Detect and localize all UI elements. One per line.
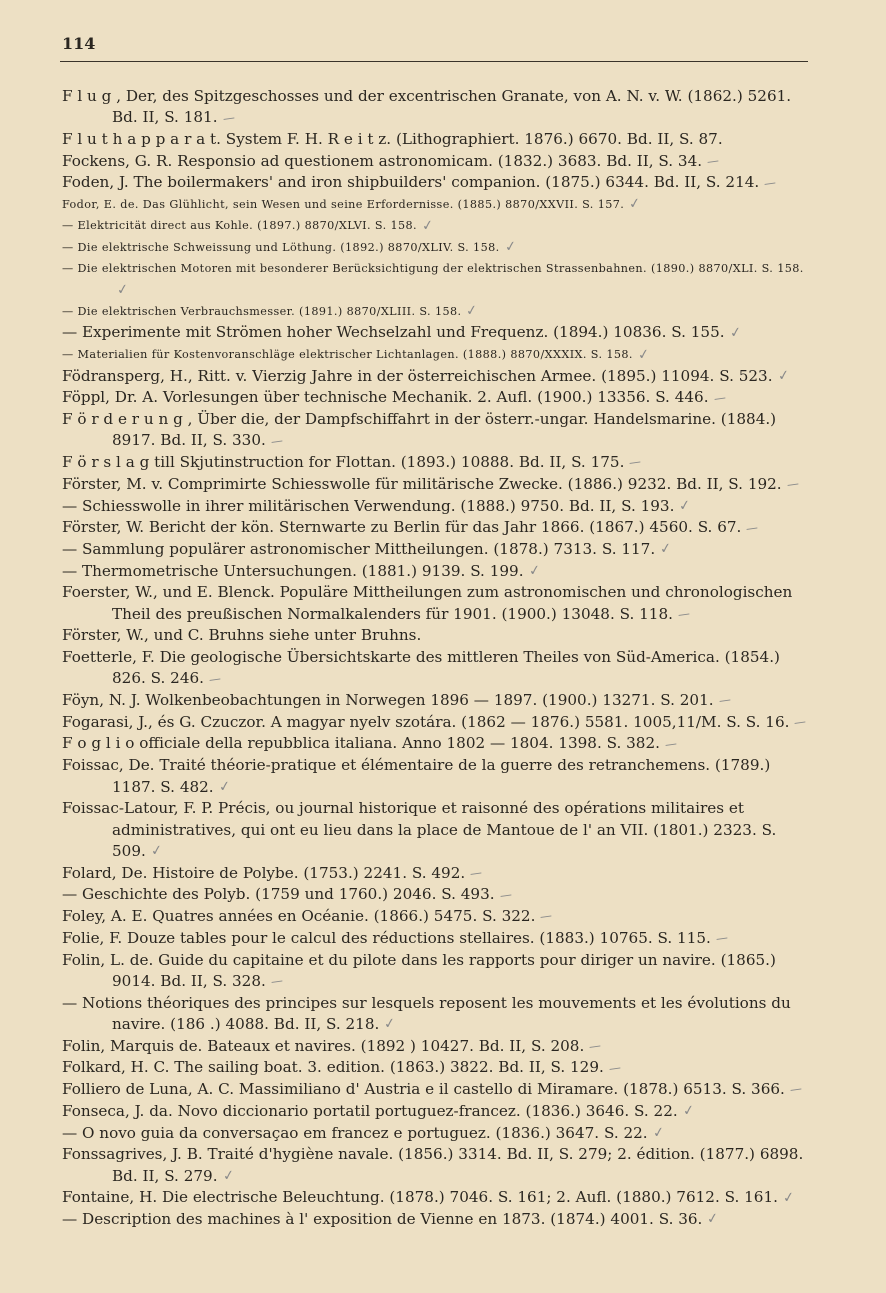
- checkmark-icon: ✓: [217, 778, 232, 796]
- checkmark-icon: ✓: [781, 1188, 796, 1207]
- catalog-entry: [62, 1079, 807, 1101]
- catalog-entry: [62, 1057, 807, 1079]
- entry-text: Föyn, N. J. Wolkenbeobachtungen in Norwegen 1896 — 1897. (1900.) 13271. S. 201.: [62, 690, 714, 709]
- catalog-entry: [62, 712, 807, 734]
- entry-text: Födransperg, H., Ritt. v. Vierzig Jahre in der österreichischen Armee. (1895.) 11094. S. 523.: [62, 366, 773, 385]
- dash-mark-icon: —: [676, 606, 691, 622]
- entry-text: — Sammlung populärer astronomischer Mittheilungen. (1878.) 7313. S. 117.: [62, 539, 656, 558]
- dash-mark-icon: —: [221, 109, 236, 126]
- catalog-entry: [62, 452, 807, 474]
- entry-text: Fonseca, J. da. Novo diccionario portatil portuguez-francez. (1836.) 3646. S. 22.: [62, 1101, 678, 1120]
- checkmark-icon: ✓: [221, 1167, 236, 1185]
- checkmark-icon: ✓: [776, 367, 791, 385]
- catalog-entry: [62, 798, 807, 863]
- dash-mark-icon: —: [793, 714, 808, 730]
- catalog-entry: [62, 582, 807, 625]
- checkmark-icon: ✓: [115, 281, 131, 299]
- checkmark-icon: ✓: [420, 217, 436, 235]
- checkmark-icon: ✓: [678, 497, 693, 515]
- entry-text: Fockens, G. R. Responsio ad questionem astronomicam. (1832.) 3683. Bd. II, S. 34.: [62, 151, 703, 170]
- dash-mark-icon: —: [607, 1059, 622, 1076]
- dash-mark-icon: —: [714, 930, 729, 946]
- entry-text: — Die elektrischen Motoren mit besonderer Berücksichtigung der elektrischen Strassenbahnen. (1890.) 8870/XLI. S. 158.: [62, 262, 804, 276]
- catalog-entry: [62, 1144, 807, 1187]
- catalog-entry: [62, 906, 807, 928]
- catalog-entry: [62, 1101, 807, 1123]
- checkmark-icon: ✓: [706, 1210, 721, 1229]
- checkmark-icon: ✓: [465, 302, 480, 321]
- dash-mark-icon: —: [717, 692, 732, 709]
- dash-mark-icon: —: [539, 908, 554, 925]
- entry-text: Föppl, Dr. A. Vorlesungen über technische Mechanik. 2. Aufl. (1900.) 13356. S. 446.: [62, 388, 709, 407]
- checkmark-icon: ✓: [149, 842, 164, 861]
- catalog-entry: [62, 1209, 807, 1231]
- catalog-entry: [62, 409, 807, 452]
- dash-mark-icon: —: [628, 454, 643, 471]
- entry-text: — Materialien für Kostenvoranschläge elektrischer Lichtanlagen. (1888.) 8870/XXXIX. S. 158.: [62, 348, 633, 362]
- catalog-entry: [62, 539, 807, 561]
- entry-text: Folin, L. de. Guide du capitaine et du pilote dans les rapports pour diriger un navire. (1865.) 9014. Bd. II, S. 328.: [62, 950, 776, 990]
- entry-text: Foetterle, F. Die geologische Übersichtskarte des mittleren Theiles von Süd-America. (1854.) 826. S. 246.: [62, 647, 780, 688]
- entry-text: F o g l i o officiale della repubblica italiana. Anno 1802 — 1804. 1398. S. 382.: [62, 734, 660, 753]
- entry-text: — Description des machines à l' exposition de Vienne en 1873. (1874.) 4001. S. 36.: [62, 1210, 703, 1229]
- entry-text: Fontaine, H. Die electrische Beleuchtung. (1878.) 7046. S. 161; 2. Aufl. (1880.) 7612. S. 161.: [62, 1188, 778, 1207]
- catalog-entry: [62, 625, 807, 646]
- catalog-entry: [62, 172, 807, 194]
- dash-mark-icon: —: [788, 1081, 803, 1098]
- checkmark-icon: ✓: [527, 562, 542, 580]
- catalog-entry: [62, 366, 807, 388]
- catalog-entry: [62, 474, 807, 496]
- checkmark-icon: ✓: [636, 345, 652, 364]
- dash-mark-icon: —: [663, 735, 678, 752]
- entry-text: — Geschichte des Polyb. (1759 und 1760.) 2046. S. 493.: [62, 885, 495, 904]
- header-rule: [60, 61, 808, 62]
- entry-text: Förster, W. Bericht der kön. Sternwarte zu Berlin für das Jahr 1866. (1867.) 4560. S. 67.: [62, 518, 742, 537]
- entry-text: Fonssagrives, J. B. Traité d'hygiène navale. (1856.) 3314. Bd. II, S. 279; 2. édition. (1877.) 6898. Bd. II, S. 279.: [62, 1145, 804, 1185]
- catalog-entry: [62, 322, 807, 344]
- catalog-entry: [62, 258, 807, 301]
- catalog-entry: [62, 517, 807, 539]
- page-number: 114: [62, 34, 96, 53]
- dash-mark-icon: —: [207, 670, 222, 687]
- dash-mark-icon: —: [269, 432, 284, 449]
- entry-text: F ö r s l a g till Skjutinstruction for Flottan. (1893.) 10888. Bd. II, S. 175.: [62, 453, 625, 472]
- entry-text: — O novo guia da conversaçao em francez e portuguez. (1836.) 3647. S. 22.: [62, 1123, 648, 1142]
- entry-text: Folard, De. Histoire de Polybe. (1753.) 2241. S. 492.: [62, 863, 466, 882]
- catalog-entry: [62, 496, 807, 518]
- catalog-entry: [62, 863, 807, 885]
- entry-text: — Thermometrische Untersuchungen. (1881.) 9139. S. 199.: [62, 561, 524, 580]
- entry-text: Folliero de Luna, A. C. Massimiliano d' Austria e il castello di Miramare. (1878.) 6513. S. 366.: [62, 1080, 785, 1099]
- catalog-entry: [62, 950, 807, 993]
- entry-text: Folie, F. Douze tables pour le calcul des réductions stellaires. (1883.) 10765. S. 115.: [62, 928, 711, 947]
- catalog-entry: [62, 387, 807, 409]
- catalog-entry: [62, 561, 807, 583]
- catalog-entry: [62, 690, 807, 712]
- catalog-entry: [62, 151, 807, 173]
- catalog-entry: [62, 194, 807, 216]
- checkmark-icon: ✓: [681, 1102, 696, 1120]
- entry-text: F l u t h a p p a r a t. System F. H. R e i t z. (Lithographiert. 1876.) 6670. Bd. II, S. 87.: [62, 130, 723, 149]
- entry-text: Foerster, W., und E. Blenck. Populäre Mittheilungen zum astronomischen und chronologischen Theil des preußischen Normalkalenders für 1901. (1900.) 13048. S. 118.: [62, 583, 793, 623]
- dash-mark-icon: —: [269, 973, 284, 990]
- dash-mark-icon: —: [712, 389, 727, 406]
- catalog-entry: [62, 647, 807, 690]
- entry-text: Fogarasi, J., és G. Czuczor. A magyar nyelv szotára. (1862 — 1876.) 5581. 1005,11/M. S. S. 16.: [62, 712, 790, 731]
- entry-text: — Die elektrische Schweissung und Löthung. (1892.) 8870/XLIV. S. 158.: [62, 240, 500, 254]
- checkmark-icon: ✓: [728, 323, 743, 342]
- catalog-entry: [62, 1187, 807, 1209]
- catalog-entry: [62, 884, 807, 906]
- entry-text: Folkard, H. C. The sailing boat. 3. edition. (1863.) 3822. Bd. II, S. 129.: [62, 1058, 604, 1077]
- catalog-entry: [62, 344, 807, 366]
- dash-mark-icon: —: [745, 519, 760, 536]
- checkmark-icon: ✓: [383, 1015, 398, 1034]
- entry-text: Folin, Marquis de. Bateaux et navires. (1892 ) 10427. Bd. II, S. 208.: [62, 1036, 585, 1055]
- entry-text: — Notions théoriques des principes sur lesquels reposent les mouvements et les évolutions du navire. (186 .) 4088. Bd. II, S. 218.: [62, 993, 791, 1034]
- checkmark-icon: ✓: [503, 238, 518, 257]
- catalog-entries: [62, 86, 807, 1231]
- catalog-entry: [62, 86, 807, 129]
- catalog-entry: [62, 301, 807, 323]
- dash-mark-icon: —: [498, 886, 513, 903]
- catalog-entry: [62, 993, 807, 1036]
- catalog-entry: [62, 1036, 807, 1058]
- entry-text: Foissac, De. Traité théorie-pratique et élémentaire de la guerre des retranchemens. (1789.) 1187. S. 482.: [62, 756, 771, 796]
- catalog-entry: [62, 1123, 807, 1145]
- entry-text: Fodor, E. de. Das Glühlicht, sein Wesen und seine Erfordernisse. (1885.) 8870/XXVII. S. 157.: [62, 197, 625, 211]
- entry-text: Foden, J. The boilermakers' and iron shipbuilders' companion. (1875.) 6344. Bd. II, S. 214.: [62, 173, 760, 192]
- catalog-entry: [62, 755, 807, 798]
- catalog-entry: [62, 129, 807, 150]
- checkmark-icon: ✓: [651, 1124, 666, 1142]
- entry-text: F l u g , Der, des Spitzgeschosses und der excentrischen Granate, von A. N. v. W. (1862.) 5261. Bd. II, S. 181.: [62, 87, 792, 127]
- entry-text: Foley, A. E. Quatres années en Océanie. (1866.) 5475. S. 322.: [62, 907, 536, 926]
- checkmark-icon: ✓: [628, 195, 643, 214]
- catalog-entry: [62, 928, 807, 950]
- catalog-entry: [62, 237, 807, 259]
- entry-text: Förster, M. v. Comprimirte Schiesswolle für militärische Zwecke. (1886.) 9232. Bd. II, S. 192.: [62, 474, 782, 493]
- catalog-entry: [62, 215, 807, 237]
- checkmark-icon: ✓: [659, 540, 673, 558]
- dash-mark-icon: —: [763, 174, 778, 191]
- entry-text: F ö r d e r u n g , Über die, der Dampfschiffahrt in der österr.-ungar. Handelsmarine. (1884.) 8917. Bd. II, S. 330.: [62, 410, 777, 450]
- dash-mark-icon: —: [469, 865, 484, 881]
- dash-mark-icon: —: [785, 476, 800, 492]
- catalog-entry: [62, 733, 807, 755]
- entry-text: — Schiesswolle in ihrer militärischen Verwendung. (1888.) 9750. Bd. II, S. 193.: [62, 496, 675, 515]
- entry-text: Förster, W., und C. Bruhns siehe unter Bruhns.: [62, 626, 422, 645]
- entry-text: — Experimente mit Strömen hoher Wechselzahl und Frequenz. (1894.) 10836. S. 155.: [62, 323, 725, 342]
- entry-text: Foissac-Latour, F. P. Précis, ou journal historique et raisonné des opérations militaires et administratives, qui ont eu lieu dans la place de Mantoue de l' an VII. (1801.) 2323. S. 509.: [62, 799, 777, 861]
- dash-mark-icon: —: [588, 1038, 603, 1054]
- entry-text: — Die elektrischen Verbrauchsmesser. (1891.) 8870/XLIII. S. 158.: [62, 304, 462, 318]
- dash-mark-icon: —: [706, 153, 720, 169]
- entry-text: — Elektricität direct aus Kohle. (1897.) 8870/XLVI. S. 158.: [62, 219, 417, 233]
